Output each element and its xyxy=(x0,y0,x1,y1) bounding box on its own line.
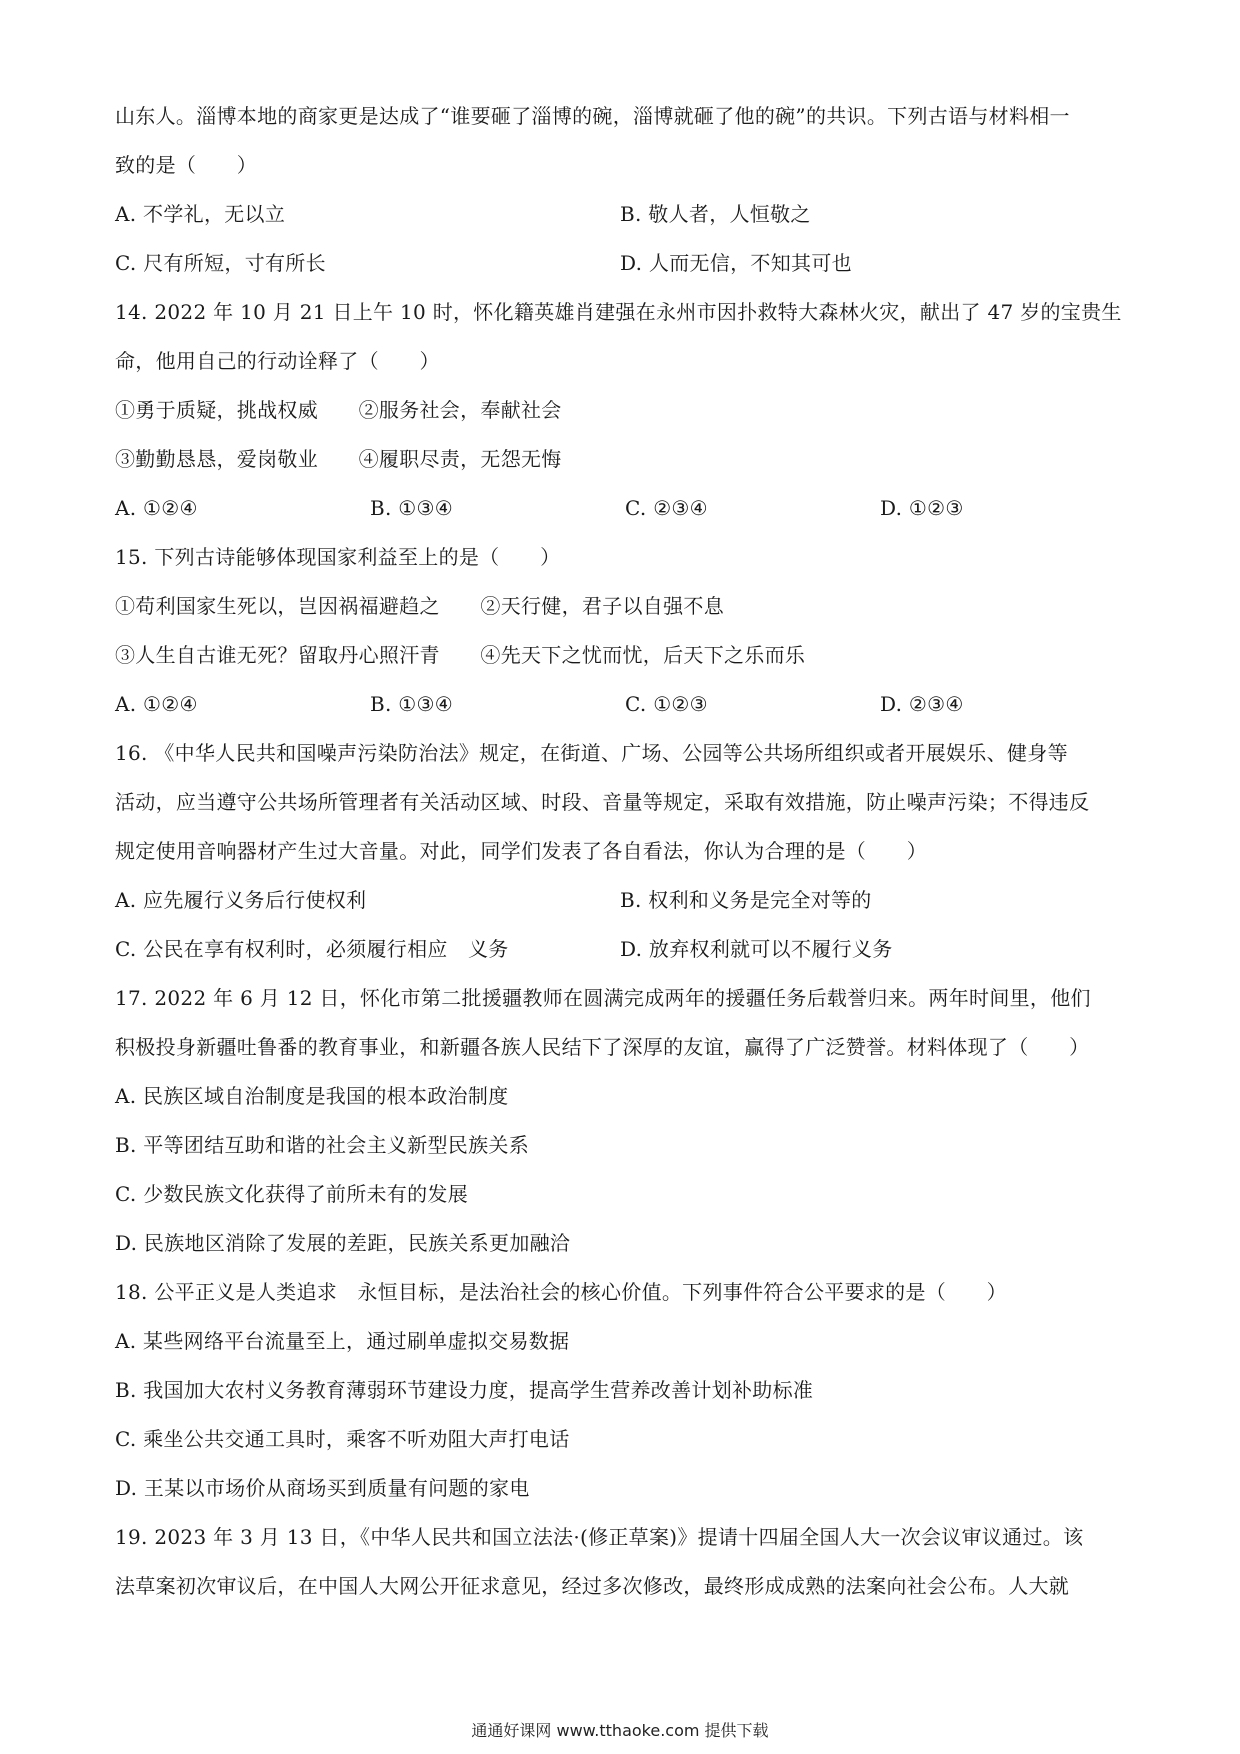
q16-option-c: C. 公民在享有权利时，必须履行相应 义务 xyxy=(115,937,509,961)
q14-options-row xyxy=(115,484,1135,533)
q15-items-line-2: ③人生自古谁无死？留取丹心照汗青 ④先天下之忧而忧，后天下之乐而乐 xyxy=(115,643,806,667)
q16-options-row-1 xyxy=(115,876,1135,925)
q15-stem: 15. 下列古诗能够体现国家利益至上的是（ ） xyxy=(115,545,561,569)
q18-option-c: C. 乘坐公共交通工具时，乘客不听劝阻大声打电话 xyxy=(115,1427,570,1451)
q13-option-b: B. 敬人者，人恒敬之 xyxy=(620,202,811,226)
q15-option-d: D. ②③④ xyxy=(880,692,964,716)
q15-option-a: A. ①②④ xyxy=(115,692,198,716)
q16-stem-line-3: 规定使用音响器材产生过大音量。对此，同学们发表了各自看法，你认为合理的是（ ） xyxy=(115,839,927,863)
q18-option-b: B. 我国加大农村义务教育薄弱环节建设力度，提高学生营养改善计划补助标准 xyxy=(115,1378,814,1402)
q17-stem-line-2: 积极投身新疆吐鲁番的教育事业，和新疆各族人民结下了深厚的友谊，赢得了广泛赞誉。材料体现了（ ） xyxy=(115,1035,1090,1059)
exam-page xyxy=(115,92,1135,1611)
q13-option-c: C. 尺有所短，寸有所长 xyxy=(115,251,326,275)
q16-stem-line-2: 活动，应当遵守公共场所管理者有关活动区域、时段、音量等规定，采取有效措施，防止噪声污染；不得违反 xyxy=(115,790,1090,814)
q15-items-line-1: ①苟利国家生死以，岂因祸福避趋之 ②天行健，君子以自强不息 xyxy=(115,594,724,618)
q14-option-d: D. ①②③ xyxy=(880,496,964,520)
q14-items-line-2: ③勤勤恳恳，爱岗敬业 ④履职尽责，无怨无悔 xyxy=(115,447,562,471)
q17-option-d: D. 民族地区消除了发展的差距，民族关系更加融洽 xyxy=(115,1231,571,1255)
q13-stem-line-2: 致的是（ ） xyxy=(115,153,258,177)
q19-stem-line-1: 19. 2023 年 3 月 13 日，《中华人民共和国立法法·(修正草案)》提请十四届全国人大一次会议审议通过。该 xyxy=(115,1525,1084,1549)
q14-stem-line-2: 命，他用自己的行动诠释了（ ） xyxy=(115,349,440,373)
q15-option-b: B. ①③④ xyxy=(370,692,454,716)
q13-stem-line-1: 山东人。淄博本地的商家更是达成了“谁要砸了淄博的碗，淄博就砸了他的碗”的共识。下列古语与材料相一 xyxy=(115,104,1070,128)
q14-stem-line-1: 14. 2022 年 10 月 21 日上午 10 时，怀化籍英雄肖建强在永州市因扑救特大森林火灾，献出了 47 岁的宝贵生 xyxy=(115,300,1122,324)
q16-option-a: A. 应先履行义务后行使权利 xyxy=(115,888,367,912)
q13-option-a: A. 不学礼，无以立 xyxy=(115,202,286,226)
q18-option-a: A. 某些网络平台流量至上，通过刷单虚拟交易数据 xyxy=(115,1329,570,1353)
q15-option-c: C. ①②③ xyxy=(625,692,708,716)
q18-stem: 18. 公平正义是人类追求 永恒目标，是法治社会的核心价值。下列事件符合公平要求的是（ ） xyxy=(115,1280,1007,1304)
q15-options-row xyxy=(115,680,1135,729)
q19-stem-line-2: 法草案初次审议后，在中国人大网公开征求意见，经过多次修改，最终形成成熟的法案向社会公布。人大就 xyxy=(115,1574,1070,1598)
q14-option-c: C. ②③④ xyxy=(625,496,708,520)
q17-option-c: C. 少数民族文化获得了前所未有的发展 xyxy=(115,1182,469,1206)
q18-option-d: D. 王某以市场价从商场买到质量有问题的家电 xyxy=(115,1476,530,1500)
q17-option-b: B. 平等团结互助和谐的社会主义新型民族关系 xyxy=(115,1133,530,1157)
q13-options-row-2 xyxy=(115,239,1135,288)
q13-options-row-1 xyxy=(115,190,1135,239)
q13-option-d: D. 人而无信，不知其可也 xyxy=(620,251,852,275)
q16-options-row-2 xyxy=(115,925,1135,974)
q14-option-a: A. ①②④ xyxy=(115,496,198,520)
q16-option-b: B. 权利和义务是完全对等的 xyxy=(620,888,872,912)
q14-option-b: B. ①③④ xyxy=(370,496,454,520)
footer-watermark: 通通好课网 www.tthaoke.com 提供下载 xyxy=(471,1721,769,1740)
q14-items-line-1: ①勇于质疑，挑战权威 ②服务社会，奉献社会 xyxy=(115,398,562,422)
q17-stem-line-1: 17. 2022 年 6 月 12 日，怀化市第二批援疆教师在圆满完成两年的援疆任务后载誉归来。两年时间里，他们 xyxy=(115,986,1091,1010)
q16-stem-line-1: 16. 《中华人民共和国噪声污染防治法》规定，在街道、广场、公园等公共场所组织或者开展娱乐、健身等 xyxy=(115,741,1068,765)
q17-option-a: A. 民族区域自治制度是我国的根本政治制度 xyxy=(115,1084,509,1108)
q16-option-d: D. 放弃权利就可以不履行义务 xyxy=(620,937,893,961)
